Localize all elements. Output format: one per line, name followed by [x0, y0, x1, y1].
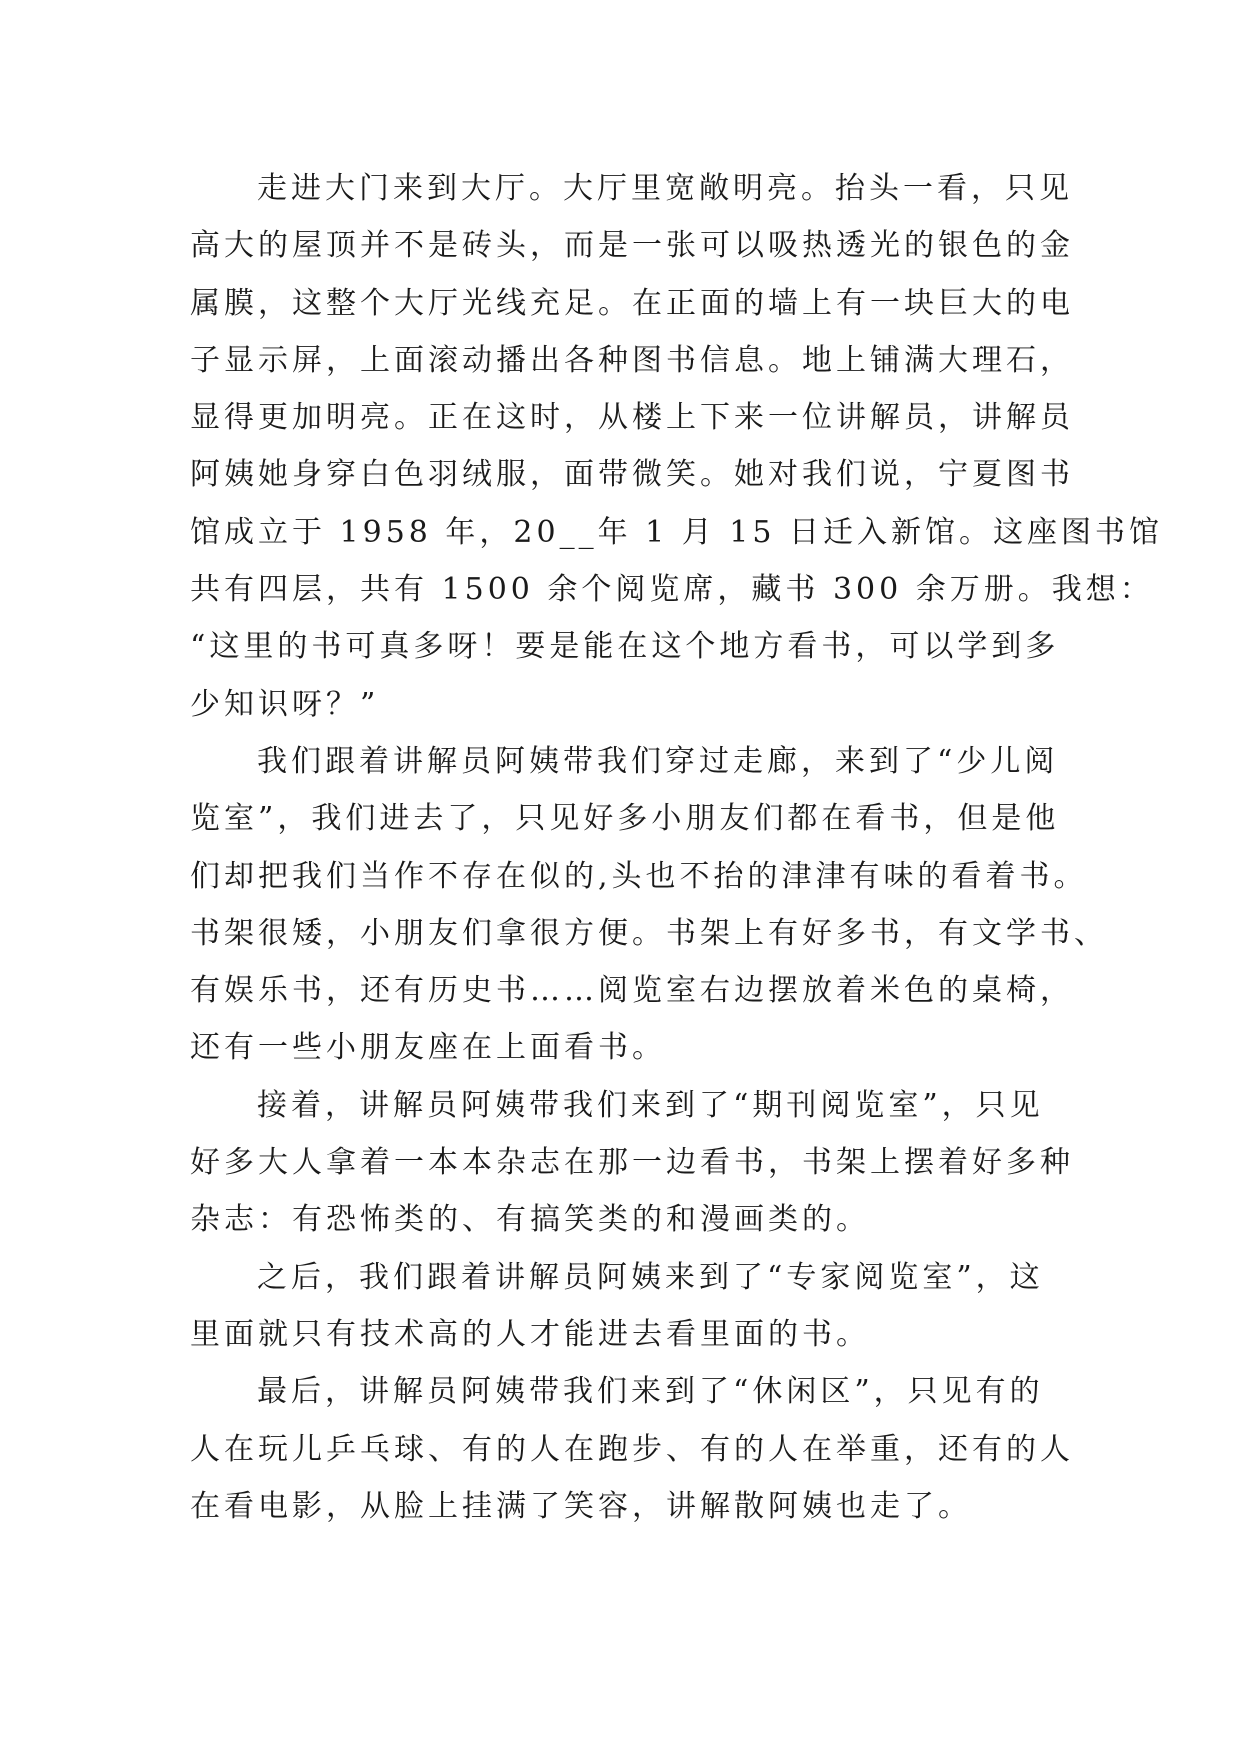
text-line: 接着，讲解员阿姨带我们来到了“期刊阅览室”，只见 — [257, 1087, 1044, 1123]
text-line: 览室”，我们进去了，只见好多小朋友们都在看书，但是他 — [190, 801, 1060, 837]
text-line: 还有一些小朋友座在上面看书。 — [190, 1030, 666, 1066]
text-line: 高大的屋顶并不是砖头，而是一张可以吸热透光的银色的金 — [190, 228, 1074, 264]
document-body — [190, 160, 1163, 1535]
text-line: 馆成立于 1958 年，20__年 1 月 15 日迁入新馆。这座图书馆 — [190, 514, 1163, 550]
text-line: 共有四层，共有 1500 余个阅览席，藏书 300 余万册。我想： — [190, 572, 1154, 608]
text-line: 里面就只有技术高的人才能进去看里面的书。 — [190, 1316, 870, 1352]
text-line: 走进大门来到大厅。大厅里宽敞明亮。抬头一看，只见 — [257, 171, 1073, 206]
text-line: 少知识呀？” — [190, 686, 380, 722]
text-line: 子显示屏，上面滚动播出各种图书信息。地上铺满大理石， — [190, 342, 1074, 378]
text-line: 杂志：有恐怖类的、有搞笑类的和漫画类的。 — [190, 1202, 870, 1238]
text-line: 人在玩儿乒乓球、有的人在跑步、有的人在举重，还有的人 — [190, 1431, 1074, 1467]
text-line: 有娱乐书，还有历史书……阅览室右边摆放着米色的桌椅， — [190, 973, 1074, 1009]
text-line: 之后，我们跟着讲解员阿姨来到了“专家阅览室”，这 — [257, 1259, 1044, 1295]
text-line: 书架很矮，小朋友们拿很方便。书架上有好多书，有文学书、 — [190, 915, 1108, 951]
text-line: 好多大人拿着一本本杂志在那一边看书，书架上摆着好多种 — [190, 1145, 1074, 1181]
text-line: 阿姨她身穿白色羽绒服，面带微笑。她对我们说，宁夏图书 — [190, 457, 1074, 493]
text-line: 在看电影，从脸上挂满了笑容，讲解散阿姨也走了。 — [190, 1488, 972, 1524]
text-line: 我们跟着讲解员阿姨带我们穿过走廊，来到了“少儿阅 — [257, 743, 1059, 779]
text-line: 最后，讲解员阿姨带我们来到了“休闲区”，只见有的 — [257, 1374, 1044, 1410]
text-line: 显得更加明亮。正在这时，从楼上下来一位讲解员，讲解员 — [190, 400, 1074, 436]
text-line: 属膜，这整个大厅光线充足。在正面的墙上有一块巨大的电 — [190, 285, 1074, 321]
text-line: “这里的书可真多呀！要是能在这个地方看书，可以学到多 — [190, 629, 1060, 665]
text-line: 们却把我们当作不存在似的,头也不抬的津津有味的看着书。 — [190, 858, 1088, 894]
